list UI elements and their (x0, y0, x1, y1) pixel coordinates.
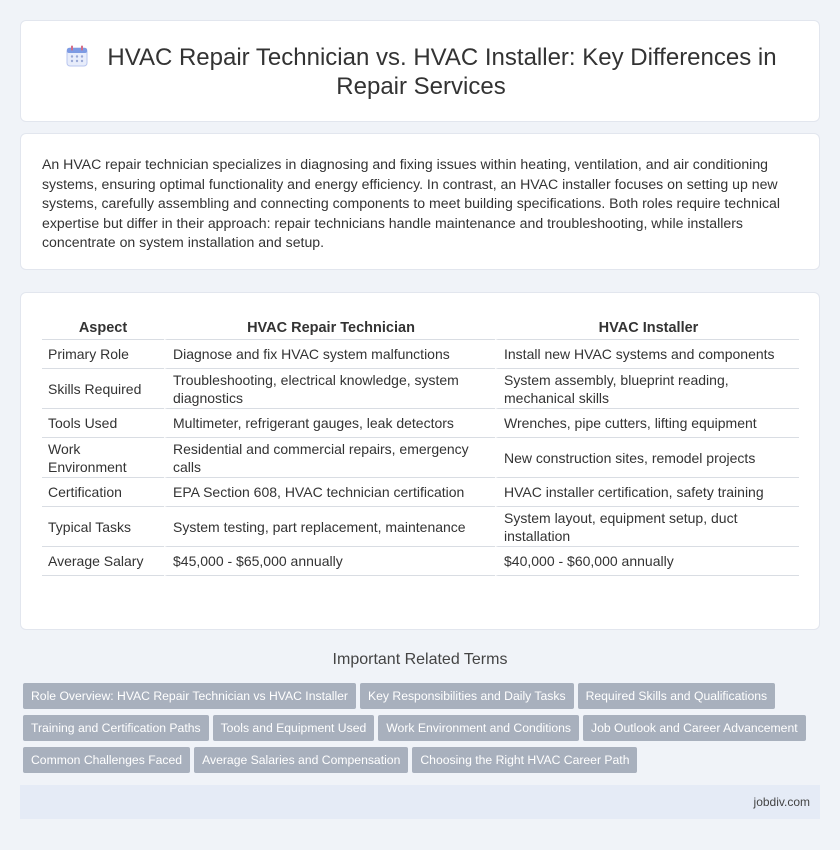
cell-installer: New construction sites, remodel projects (495, 438, 799, 478)
cell-aspect: Skills Required (42, 369, 164, 409)
cell-installer: System layout, equipment setup, duct installation (495, 507, 799, 547)
related-term-tag[interactable]: Role Overview: HVAC Repair Technician vs HVAC Installer (23, 683, 356, 709)
related-terms-heading: Important Related Terms (332, 651, 508, 668)
column-header-repair-technician: HVAC Repair Technician (164, 312, 495, 340)
table-row (42, 409, 799, 438)
table-row (42, 547, 799, 576)
related-term-tag[interactable]: Key Responsibilities and Daily Tasks (360, 683, 574, 709)
related-terms-tags (23, 683, 813, 779)
calendar-icon (65, 44, 89, 68)
cell-aspect: Primary Role (42, 340, 164, 369)
table-header-row (42, 312, 799, 340)
page-title (21, 43, 821, 101)
comparison-table-card (20, 292, 820, 630)
page-title-line-1: HVAC Repair Technician vs. HVAC Installer: Key Differences in (107, 44, 777, 71)
related-term-tag[interactable]: Choosing the Right HVAC Career Path (412, 747, 637, 773)
table-row (42, 478, 799, 507)
cell-repair: Diagnose and fix HVAC system malfunctions (164, 340, 495, 369)
cell-installer: Install new HVAC systems and components (495, 340, 799, 369)
header-card (20, 20, 820, 122)
table-row (42, 369, 799, 409)
intro-card (20, 133, 820, 270)
cell-installer: $40,000 - $60,000 annually (495, 547, 799, 576)
footer-site-link[interactable]: jobdiv.com (753, 795, 810, 809)
footer-bar (20, 785, 820, 819)
related-term-tag[interactable]: Tools and Equipment Used (213, 715, 375, 741)
related-term-tag[interactable]: Average Salaries and Compensation (194, 747, 408, 773)
related-term-tag[interactable]: Work Environment and Conditions (378, 715, 579, 741)
table-row (42, 438, 799, 478)
page-title-line-2: Repair Services (336, 73, 506, 100)
cell-repair: Multimeter, refrigerant gauges, leak detectors (164, 409, 495, 438)
cell-repair: EPA Section 608, HVAC technician certification (164, 478, 495, 507)
column-header-installer: HVAC Installer (495, 312, 799, 340)
intro-paragraph: An HVAC repair technician specializes in diagnosing and fixing issues within heating, ventilation, and air conditioning systems, ensuring optimal functionality and energy efficiency. In contrast, an HVAC installer focuses on setting up new systems, carefully assembling and connecting components to meet building specifications. Both roles require technical expertise but differ in their approach: repair technicians handle maintenance and troubleshooting, while installers concentrate on system installation and setup. (42, 156, 780, 250)
cell-installer: System assembly, blueprint reading, mechanical skills (495, 369, 799, 409)
comparison-table (42, 312, 799, 576)
cell-aspect: Certification (42, 478, 164, 507)
column-header-aspect: Aspect (42, 312, 164, 340)
related-term-tag[interactable]: Common Challenges Faced (23, 747, 190, 773)
related-term-tag[interactable]: Training and Certification Paths (23, 715, 209, 741)
cell-aspect: Average Salary (42, 547, 164, 576)
cell-repair: Residential and commercial repairs, emergency calls (164, 438, 495, 478)
table-row (42, 340, 799, 369)
related-term-tag[interactable]: Job Outlook and Career Advancement (583, 715, 806, 741)
cell-aspect: Tools Used (42, 409, 164, 438)
cell-aspect: Typical Tasks (42, 507, 164, 547)
cell-repair: Troubleshooting, electrical knowledge, system diagnostics (164, 369, 495, 409)
cell-installer: Wrenches, pipe cutters, lifting equipment (495, 409, 799, 438)
cell-repair: System testing, part replacement, maintenance (164, 507, 495, 547)
cell-repair: $45,000 - $65,000 annually (164, 547, 495, 576)
table-row (42, 507, 799, 547)
cell-aspect: Work Environment (42, 438, 164, 478)
cell-installer: HVAC installer certification, safety training (495, 478, 799, 507)
related-term-tag[interactable]: Required Skills and Qualifications (578, 683, 776, 709)
